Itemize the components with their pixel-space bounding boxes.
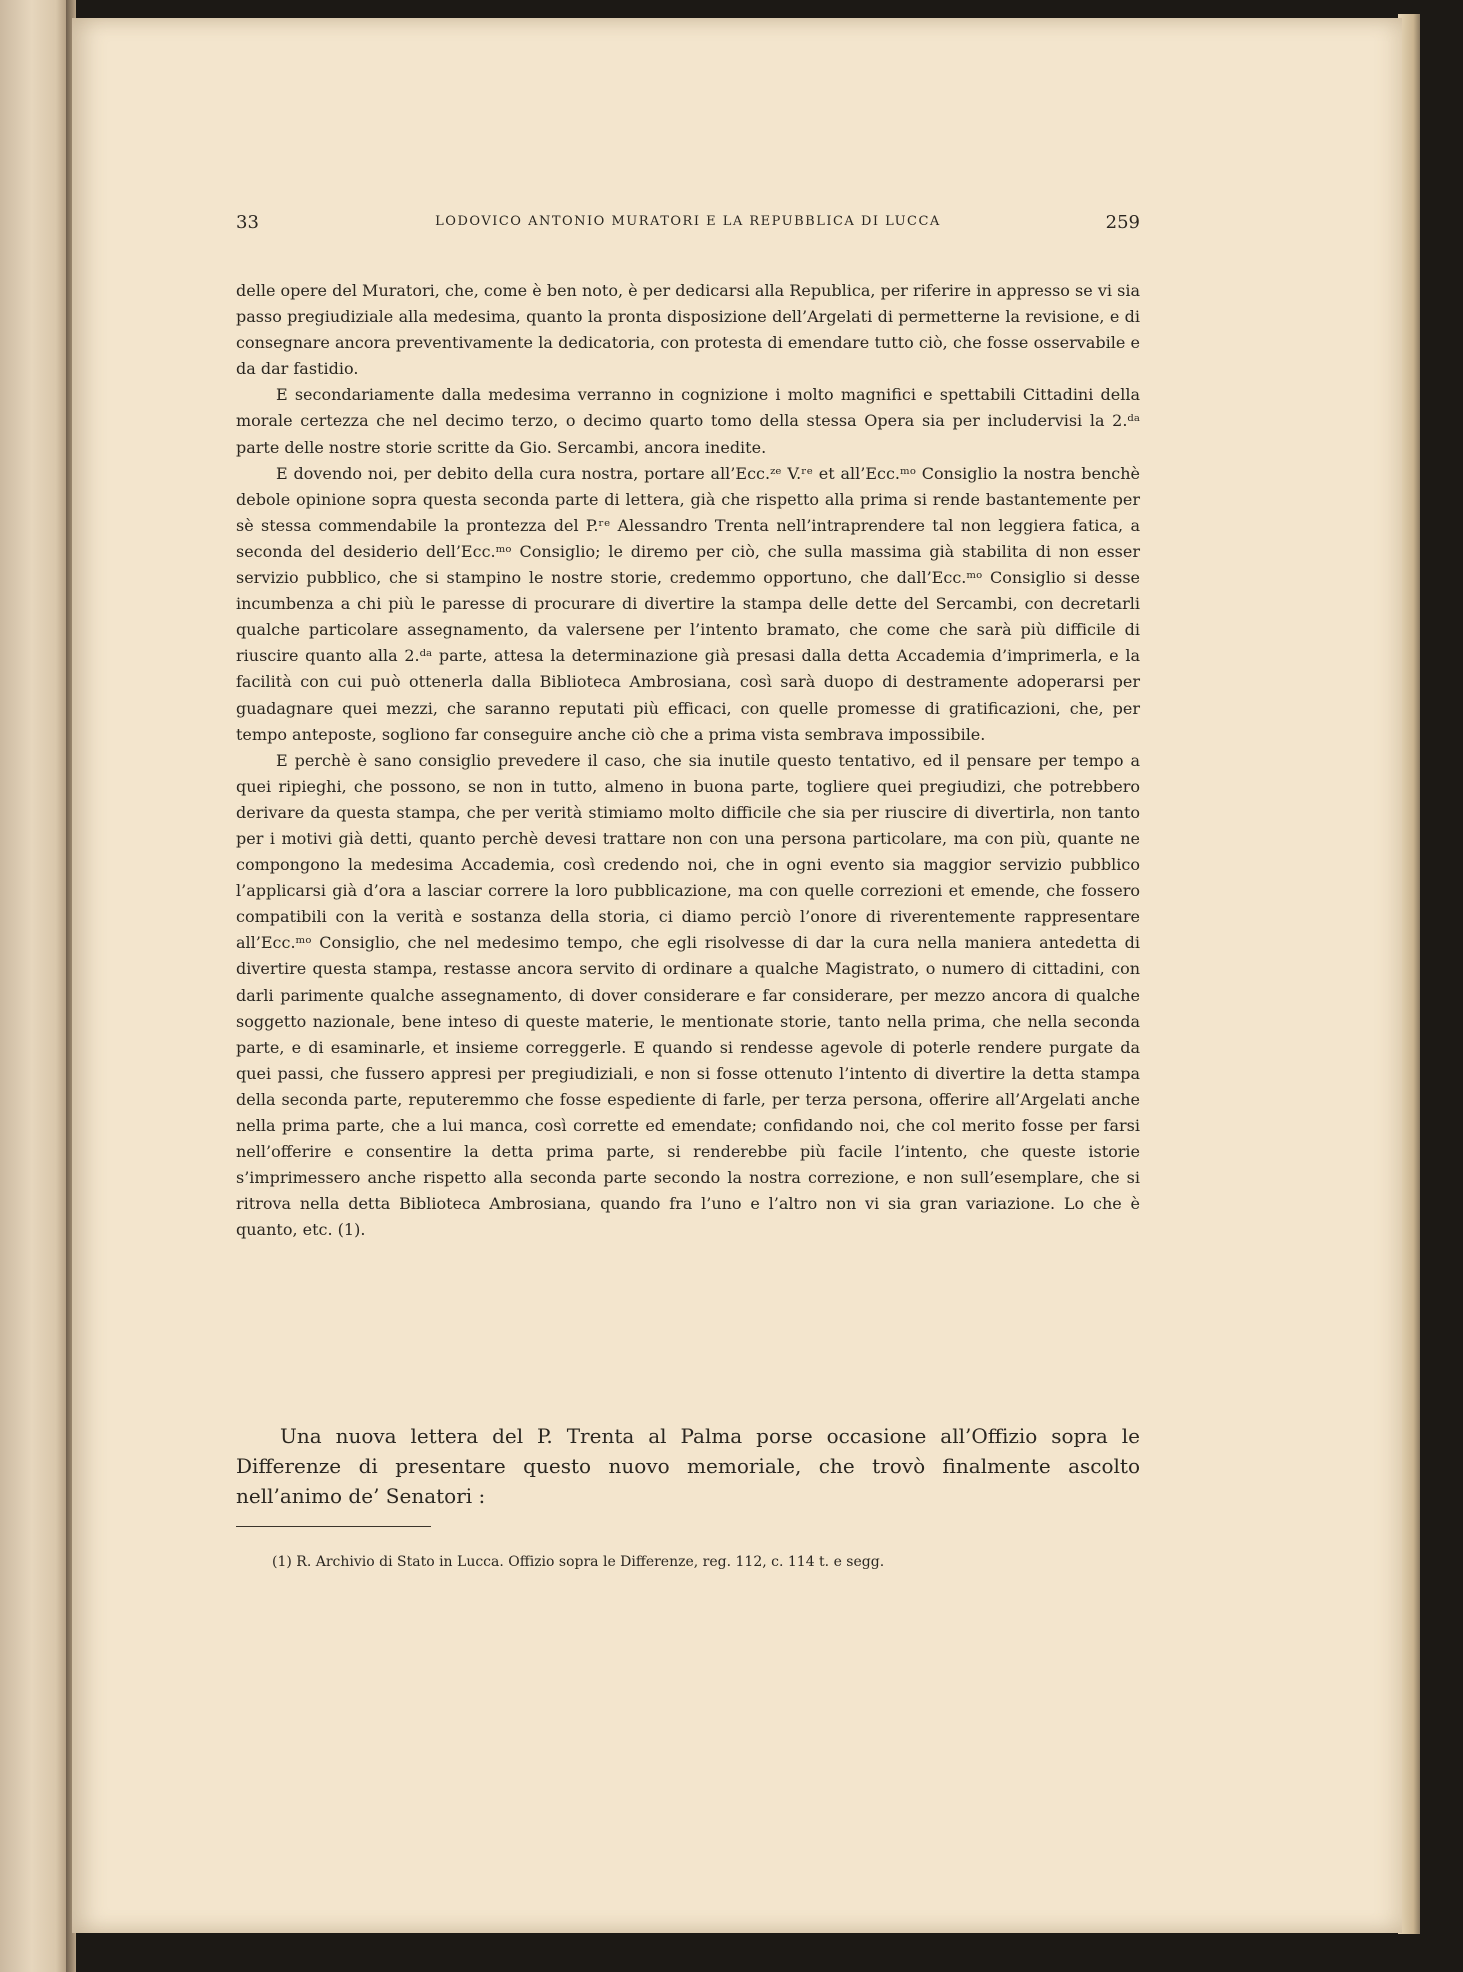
left-folio: 33	[236, 212, 259, 233]
book-page	[72, 18, 1402, 1933]
footnote: (1) R. Archivio di Stato in Lucca. Offizio sopra le Differenze, reg. 112, c. 114 t. e segg.	[272, 1554, 885, 1570]
running-title: LODOVICO ANTONIO MURATORI E LA REPUBBLICA DI LUCCA	[435, 214, 941, 229]
narrative-paragraph: Una nuova lettera del P. Trenta al Palma porse occasione all’Offizio sopra le Differenze di presentare questo nuovo memoriale, che trovò finalmente ascolto nell’animo de’ Senatori :	[236, 1424, 1140, 1508]
paragraph: E perchè è sano consiglio prevedere il caso, che sia inutile questo tentativo, ed il pensare per tempo a quei ripieghi, che possono, se non in tutto, almeno in buona parte, togliere quei pregiudizi, che potrebbero derivare da questa stampa, che per verità stimiamo molto difficile che sia per riuscire di divertirla, non tanto per i motivi già detti, quanto perchè devesi trattare non con una persona particolare, ma con più, quante ne compongono la medesima Accademia, così credendo noi, che in ogni evento sia maggior servizio pubblico l’applicarsi già d’ora a lasciar correre la loro pubblicazione, ma con quelle correzioni et emende, che fossero compatibili con la verità e sostanza della storia, ci diamo perciò l’onore di riverentemente rappresentare all’Ecc.ᵐᵒ Consiglio, che nel medesimo tempo, che egli risolvesse di dar la cura nella maniera antedetta di divertire questa stampa, restasse ancora servito di ordinare a qualche Magistrato, o numero di cittadini, con darli parimente qualche assegnamento, di dover considerare e far considerare, per mezzo ancora di qualche soggetto nazionale, bene inteso di queste materie, le mentionate storie, tanto nella prima, che nella seconda parte, e di esaminarle, et insieme correggerle. E quando si rendesse agevole di poterle rendere purgate da quei passi, che fussero appresi per pregiudiziali, e non si fosse ottenuto l’intento di divertire la detta stampa della seconda parte, reputeremmo che fosse espediente di farle, per terza persona, offerire all’Argelati anche nella prima parte, che a lui manca, così corrette ed emendate; confidando noi, che col merito fosse per farsi nell’offerire e consentire la detta prima parte, si renderebbe più facile l’intento, che queste istorie s’imprimessero anche rispetto alla seconda parte secondo la nostra correzione, e non sull’esemplare, che si ritrova nella detta Biblioteca Ambrosiana, quando fra l’uno e l’altro non vi sia gran variazione. Lo che è quanto, etc. (1).	[236, 750, 1140, 1240]
quoted-memorial	[236, 278, 1140, 1243]
paragraph: E dovendo noi, per debito della cura nostra, portare all’Ecc.ᶻᵉ V.ʳᵉ et all’Ecc.ᵐᵒ Consiglio la nostra benchè debole opinione sopra questa seconda parte di lettera, già che rispetto alla prima si rende bastantemente per sè stessa commendabile la prontezza del P.ʳᵉ Alessandro Trenta nell’intraprendere tal non leggiera fatica, a seconda del desiderio dell’Ecc.ᵐᵒ Consiglio; le diremo per ciò, che sulla massima già stabilita di non esser servizio pubblico, che si stampino le nostre storie, credemmo opportuno, che dall’Ecc.ᵐᵒ Consiglio si desse incumbenza a chi più le paresse di procurare di divertire la stampa delle dette del Sercambi, con decretarli qualche particolare assegnamento, da valersene per l’intento bramato, che come che sarà più difficile di riuscire quanto alla 2.ᵈᵃ parte, attesa la determinazione già presasi dalla detta Accademia d’imprimerla, e la facilità con cui può ottenerla dalla Biblioteca Ambrosiana, così sarà duopo di destramente adoperarsi per guadagnare quei mezzi, che saranno reputati più efficaci, con quelle promesse di gratificazioni, che, per tempo anteposte, sogliono far conseguire anche ciò che a prima vista sembrava impossibile.	[236, 463, 1140, 744]
paragraph: delle opere del Muratori, che, come è ben noto, è per dedicarsi alla Republica, per riferire in appresso se vi sia passo pregiudiziale alla medesima, quanto la pronta disposizione dell’Argelati di permetterne la revisione, e di consegnare ancora preventivamente la dedicatoria, con protesta di emendare tutto ciò, che fosse osservabile e da dar fastidio.	[236, 281, 1140, 379]
running-head	[236, 212, 1140, 238]
paragraph: E secondariamente dalla medesima verranno in cognizione i molto magnifici e spettabili Cittadini della morale certezza che nel decimo terzo, o decimo quarto tomo della stessa Opera sia per includervisi la 2.ᵈᵃ parte delle nostre storie scritte da Gio. Sercambi, ancora inedite.	[236, 385, 1140, 457]
page-number: 259	[1105, 212, 1140, 233]
footnote-rule	[236, 1526, 431, 1527]
previous-page-edge	[0, 0, 70, 1972]
